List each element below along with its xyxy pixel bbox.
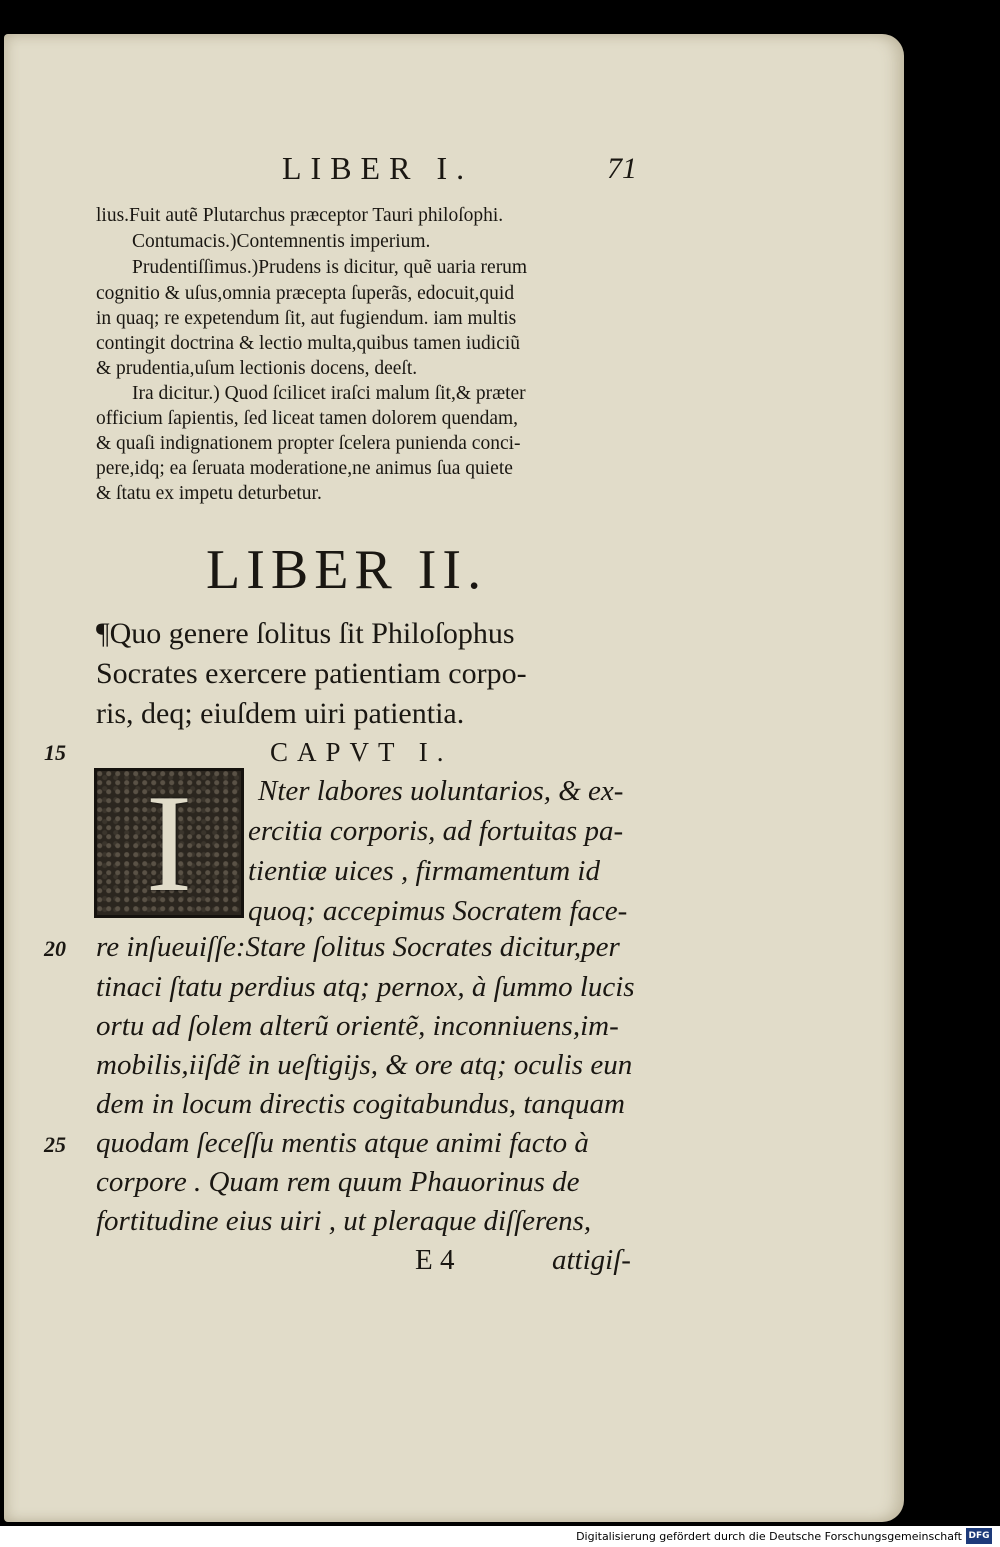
note-line: cognitio & uſus,omnia præcepta ſuperãs, edocuit,quid [96, 283, 515, 304]
note-line: lius.Fuit autẽ Plutarchus præceptor Tauri philoſophi. [96, 205, 504, 226]
chapter-heading-line: ¶Quo genere ſolitus ſit Philoſophus [96, 617, 515, 650]
margin-line-number: 25 [44, 1132, 66, 1157]
book-title: LIBER II. [206, 539, 488, 601]
body-line: re inſueuiſſe:Stare ſolitus Socrates dicitur,per [96, 931, 620, 963]
body-line: ortu ad ſolem alterũ orientẽ, inconniuens,im- [96, 1010, 619, 1042]
body-line: Nter labores uoluntarios, & ex- [258, 775, 624, 807]
body-line: corpore . Quam rem quum Phauorinus de [96, 1166, 580, 1198]
dfg-logo[interactable]: DFG [966, 1528, 992, 1544]
body-line: quodam ſeceſſu mentis atque animi facto à [96, 1127, 589, 1159]
initial-letter: I [145, 765, 193, 921]
page-number: 71 [607, 152, 637, 185]
caput-heading: CAPVT I. [270, 737, 453, 767]
body-line: ercitia corporis, ad fortuitas pa- [248, 815, 624, 847]
body-line: dem in locum directis cogitabundus, tanquam [96, 1088, 625, 1120]
signature-mark: E 4 [415, 1244, 455, 1276]
body-line: quoq; accepimus Socratem face- [248, 895, 628, 927]
note-line: officium ſapientis, ſed liceat tamen dolorem quendam, [96, 408, 519, 429]
note-line: Ira dicitur.) Quod ſcilicet iraſci malum ſit,& præter [132, 383, 526, 404]
body-line: mobilis,iiſdẽ in ueſtigijs, & ore atq; oculis eun [96, 1049, 633, 1081]
catchword: attigiſ- [552, 1244, 631, 1276]
note-line: & prudentia,uſum lectionis docens, deeſt. [96, 358, 418, 379]
chapter-heading-line: ris, deq; eiuſdem uiri patientia. [96, 697, 465, 730]
running-head: LIBER I. [282, 150, 474, 186]
chapter-heading-line: Socrates exercere patientiam corpo- [96, 657, 527, 690]
margin-line-number: 20 [44, 936, 66, 961]
body-line: tientiæ uices , firmamentum id [248, 855, 600, 887]
margin-line-number: 15 [44, 740, 66, 765]
note-line: Prudentiſſimus.)Prudens is dicitur, quẽ uaria rerum [132, 257, 528, 278]
body-line: tinaci ſtatu perdius atq; pernox, à ſummo lucis [96, 971, 635, 1003]
note-line: & ſtatu ex impetu deturbetur. [96, 483, 322, 504]
decorated-initial [94, 765, 244, 921]
note-line: pere,idq; ea ſeruata moderatione,ne animus ſua quiete [96, 458, 513, 479]
note-line: & quaſi indignationem propter ſcelera punienda conci- [96, 433, 521, 454]
note-line: contingit doctrina & lectio multa,quibus tamen iudiciũ [96, 333, 521, 354]
body-line: fortitudine eius uiri , ut pleraque diſſerens, [96, 1205, 592, 1237]
note-line: Contumacis.)Contemnentis imperium. [132, 231, 431, 252]
note-line: in quaq; re expetendum ſit, aut fugiendum. iam multis [96, 308, 517, 329]
footer-credit: Digitalisierung gefördert durch die Deutsche Forschungsgemeinschaft [576, 1530, 962, 1543]
